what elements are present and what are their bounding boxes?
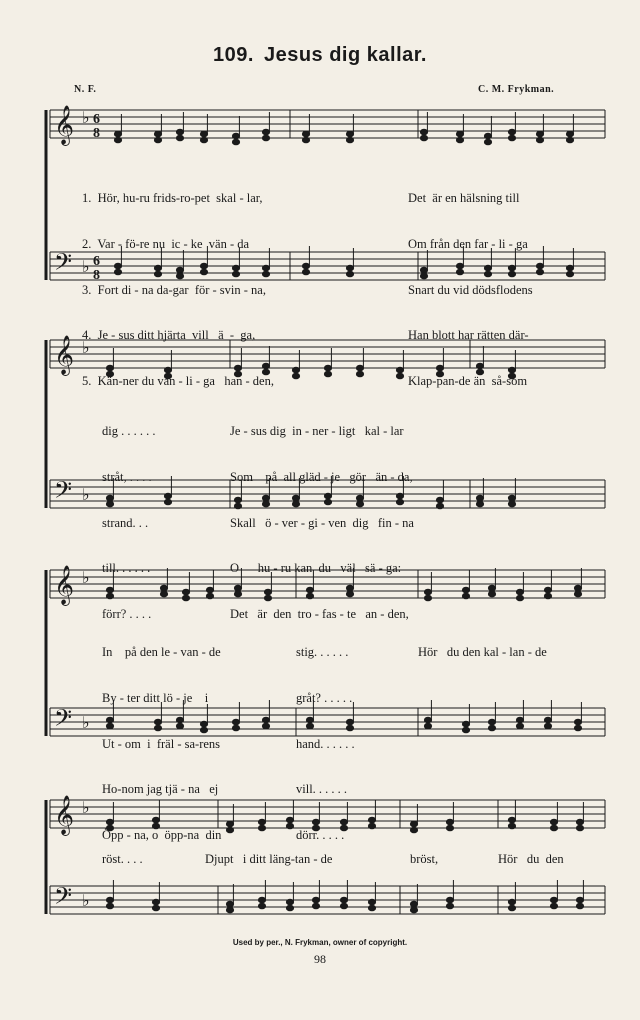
note-head (262, 135, 269, 141)
note-head (488, 591, 495, 597)
note-head (226, 901, 233, 907)
note-head (106, 903, 113, 909)
note-head (446, 897, 453, 903)
note-head (566, 271, 573, 277)
note-head (516, 723, 523, 729)
system-3-lyrics-right (418, 615, 547, 676)
system-3-lyrics-middle (296, 615, 355, 858)
flat-icon: ♭ (82, 713, 90, 732)
note-head (462, 721, 469, 727)
note-head (446, 819, 453, 825)
note-head (550, 825, 557, 831)
composer-credit: C. M. Frykman. (478, 84, 555, 95)
note-head (302, 137, 309, 143)
system-4-lyric-1: röst. . . . (102, 852, 143, 866)
treble-clef-icon: 𝄞 (54, 105, 75, 145)
flat-icon: ♭ (82, 568, 90, 587)
note-head (508, 817, 515, 823)
note-head (206, 587, 213, 593)
note-head (462, 593, 469, 599)
note-head (292, 367, 299, 373)
verse-line: Snart du vid dödsflodens (408, 282, 533, 297)
note-head (462, 587, 469, 593)
note-head (292, 373, 299, 379)
note-head (446, 825, 453, 831)
note-head (550, 897, 557, 903)
flat-icon: ♭ (82, 485, 90, 504)
verse-line: hand. . . . . . (296, 736, 355, 751)
note-head (346, 265, 353, 271)
note-head (516, 717, 523, 723)
note-head (544, 587, 551, 593)
note-head (302, 269, 309, 275)
note-head (356, 365, 363, 371)
note-head (346, 137, 353, 143)
time-signature-numerator: 6 (93, 254, 100, 269)
time-signature-denominator: 8 (93, 268, 100, 283)
note-head (182, 589, 189, 595)
note-head (536, 269, 543, 275)
note-head (258, 825, 265, 831)
verse-line: Som på all gläd - je gör än - da, (230, 470, 413, 485)
note-head (206, 593, 213, 599)
note-head (368, 905, 375, 911)
note-head (516, 589, 523, 595)
verse-line: dig . . . . . . (102, 424, 156, 439)
note-head (456, 131, 463, 137)
note-head (488, 725, 495, 731)
bass-clef-icon: 𝄢 (54, 476, 73, 509)
note-head (164, 493, 171, 499)
note-head (576, 897, 583, 903)
note-head (410, 907, 417, 913)
verse-line: Ut - om i fräl - sa-rens (102, 736, 221, 751)
flat-icon: ♭ (82, 891, 90, 910)
note-head (232, 139, 239, 145)
note-head (160, 585, 167, 591)
note-head (508, 823, 515, 829)
note-head (302, 131, 309, 137)
note-head (106, 897, 113, 903)
note-head (536, 131, 543, 137)
note-head (410, 901, 417, 907)
note-head (286, 905, 293, 911)
note-head (424, 595, 431, 601)
note-head (566, 265, 573, 271)
system-1-lyrics-left (82, 161, 274, 404)
verse-line: Om från den far - li - ga (408, 237, 528, 252)
treble-clef-icon: 𝄞 (54, 795, 75, 835)
note-head (436, 497, 443, 503)
note-head (368, 817, 375, 823)
bass-clef-icon: 𝄢 (54, 248, 73, 281)
note-head (410, 827, 417, 833)
system-2-lyrics-right (230, 394, 414, 637)
copyright-note: Used by per., N. Frykman, owner of copyright. (232, 938, 408, 947)
note-head (544, 593, 551, 599)
note-head (176, 135, 183, 141)
note-head (508, 135, 515, 141)
verse-line: Klap-pan-de än så-som (408, 373, 528, 388)
note-head (508, 129, 515, 135)
note-head (286, 817, 293, 823)
verse-line: strand. . . (102, 515, 149, 530)
note-head (536, 263, 543, 269)
note-head (286, 899, 293, 905)
note-head (286, 823, 293, 829)
flat-icon: ♭ (82, 108, 90, 127)
verse-line: Det är en hälsning till (408, 191, 520, 206)
note-head (456, 137, 463, 143)
note-head (232, 133, 239, 139)
time-signature-numerator: 6 (93, 112, 100, 127)
note-head (324, 371, 331, 377)
note-head (262, 717, 269, 723)
hymn-title: Jesus dig kallar. (263, 44, 427, 66)
note-head (114, 137, 121, 143)
verse-line: O hu - ru kan du väl sä - ga: (230, 561, 402, 576)
note-head (576, 825, 583, 831)
note-head (152, 905, 159, 911)
hymn-number: 109. (213, 44, 254, 66)
note-head (226, 821, 233, 827)
note-head (346, 271, 353, 277)
note-head (152, 899, 159, 905)
verse-line: Skall ö - ver - gi - ven dig fin - na (230, 515, 414, 530)
note-head (258, 819, 265, 825)
note-head (200, 137, 207, 143)
note-head (302, 263, 309, 269)
verse-line: 5. Kän-ner du vän - li - ga han - den, (82, 373, 274, 388)
verse-line: 1. Hör, hu-ru frids-ro-pet skal - lar, (82, 191, 263, 206)
bass-clef-icon: 𝄢 (54, 704, 73, 737)
note-head (424, 717, 431, 723)
note-head (154, 137, 161, 143)
flat-icon: ♭ (82, 257, 90, 276)
note-head (574, 591, 581, 597)
note-head (508, 495, 515, 501)
verse-line: Ho-nom jag tjä - na ej (102, 782, 219, 797)
lyricist-credit: N. F. (74, 84, 97, 95)
note-head (262, 723, 269, 729)
time-signature-denominator: 8 (93, 126, 100, 141)
note-head (516, 595, 523, 601)
system-4-lyric-2: Djupt i ditt läng-tan - de (205, 852, 333, 866)
verse-line: Han blott har rätten där- (408, 328, 529, 343)
note-head (536, 137, 543, 143)
note-head (182, 595, 189, 601)
note-head (550, 903, 557, 909)
note-head (262, 129, 269, 135)
note-head (324, 365, 331, 371)
system-1-lyrics-right (408, 161, 533, 404)
note-head (508, 899, 515, 905)
verse-line: Det är den tro - fas - te an - den, (230, 606, 409, 621)
note-head (566, 137, 573, 143)
note-head (576, 903, 583, 909)
note-head (176, 129, 183, 135)
note-head (312, 897, 319, 903)
verse-line: till. . . . . . (102, 561, 151, 576)
note-head (544, 717, 551, 723)
verse-line: 4. Je - sus ditt hjärta vill ä - ga, (82, 328, 256, 343)
note-head (574, 585, 581, 591)
note-head (420, 135, 427, 141)
note-head (576, 819, 583, 825)
note-head (424, 589, 431, 595)
verse-line: By - ter ditt lö - je i (102, 691, 209, 706)
note-head (114, 131, 121, 137)
note-head (544, 723, 551, 729)
flat-icon: ♭ (82, 338, 90, 357)
note-head (340, 903, 347, 909)
verse-line: gråt? . . . . . (296, 691, 353, 706)
verse-line: Je - sus dig in - ner - ligt kal - lar (230, 424, 404, 439)
note-head (312, 903, 319, 909)
note-head (226, 907, 233, 913)
verse-line: stig. . . . . . (296, 645, 349, 660)
note-head (508, 905, 515, 911)
note-head (232, 719, 239, 725)
note-head (436, 503, 443, 509)
note-head (154, 131, 161, 137)
note-head (410, 821, 417, 827)
note-head (446, 903, 453, 909)
note-head (462, 727, 469, 733)
note-head (476, 495, 483, 501)
note-head (396, 367, 403, 373)
note-head (484, 139, 491, 145)
note-head (476, 501, 483, 507)
note-head (396, 373, 403, 379)
note-head (340, 897, 347, 903)
system-4-lyric-4: Hör du den (498, 852, 564, 866)
verse-line: dörr. . . . . (296, 827, 345, 842)
note-head (368, 823, 375, 829)
system-4-lyric-3: bröst, (410, 852, 439, 866)
verse-line: vill. . . . . . (296, 782, 348, 797)
system-3-lyrics-left (102, 615, 221, 858)
note-head (346, 131, 353, 137)
treble-clef-icon: 𝄞 (54, 335, 75, 375)
verse-line: 3. Fort di - na da-gar för - svin - na, (82, 282, 266, 297)
note-head (356, 371, 363, 377)
note-head (488, 585, 495, 591)
note-head (160, 591, 167, 597)
note-head (200, 131, 207, 137)
verse-line: Öpp - na, o öpp-na din (102, 827, 222, 842)
bass-clef-icon: 𝄢 (54, 882, 73, 915)
note-head (566, 131, 573, 137)
flat-icon: ♭ (82, 798, 90, 817)
note-head (368, 899, 375, 905)
verse-line: förr? . . . . (102, 606, 152, 621)
note-head (550, 819, 557, 825)
note-head (488, 719, 495, 725)
note-head (258, 903, 265, 909)
note-head (508, 501, 515, 507)
note-head (226, 827, 233, 833)
verse-line: In på den le - van - de (102, 645, 221, 660)
note-head (258, 897, 265, 903)
note-head (164, 499, 171, 505)
verse-line: Hör du den kal - lan - de (418, 645, 547, 660)
note-head (420, 129, 427, 135)
system-2-lyrics-left (102, 394, 155, 637)
verse-line: stråt, . . . . (102, 470, 152, 485)
verse-line: 2. Var - fö-re nu ic - ke vän - da (82, 237, 250, 252)
note-head (484, 133, 491, 139)
note-head (232, 725, 239, 731)
treble-clef-icon: 𝄞 (54, 565, 75, 605)
note-head (424, 723, 431, 729)
note-head (574, 725, 581, 731)
note-head (574, 719, 581, 725)
page-number: 98 (314, 952, 326, 966)
